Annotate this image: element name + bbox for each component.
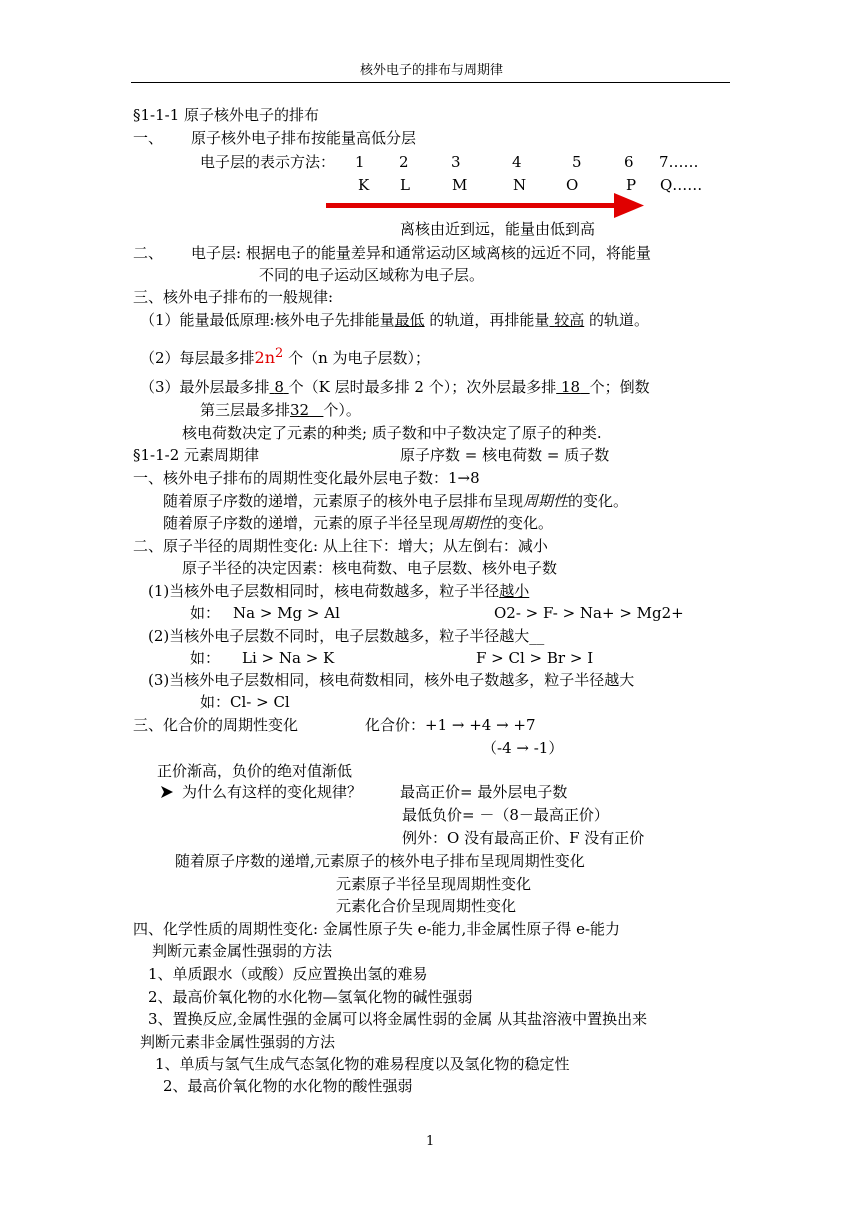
case-2-example-label: 如： [190,649,221,667]
case-3: (3)当核外电子层数相同，核电荷数相同，核外电子数越多，粒子半径越大 [148,671,635,689]
rule-3: （3）最外层最多排 8 个（K 层时最多排 2 个）；次外层最多排 18 个；倒数 [140,378,650,396]
max-valence-rule: 最高正价= 最外层电子数 [400,783,568,801]
shell-number: 5 [572,153,582,171]
s2-h1-line-a: 随着原子序数的递增，元素原子的核外电子层排布呈现周期性的变化。 [163,492,629,510]
shell-number: 3 [451,153,461,171]
case-2-example-1: Li > Na > K [242,649,335,667]
s2-heading-3: 三、化合价的周期性变化 [133,716,299,734]
shell-letter: M [452,176,468,194]
case-1-example-label: 如： [190,604,221,622]
nonmetal-method-2: 2、最高价氧化物的水化物的酸性强弱 [163,1077,413,1095]
s2-heading-1: 一、核外电子排布的周期性变化最外层电子数：1→8 [133,469,480,487]
arrow-caption: 离核由近到远，能量由低到高 [400,220,596,238]
summary-3: 元素化合价呈现周期性变化 [336,897,517,915]
shell-number: 4 [512,153,522,171]
heading-3: 三、核外电子排布的一般规律: [133,288,334,306]
valence-trend: 正价渐高，负价的绝对值渐低 [157,762,353,780]
shell-letter: L [400,176,410,194]
heading-1-text: 原子核外电子排布按能量高低分层 [191,129,417,147]
rule-3-cont: 第三层最多排32 个）。 [200,401,361,419]
right-arrow-icon [326,192,646,220]
shell-repr-label: 电子层的表示方法： [200,153,336,171]
metal-methods-title: 判断元素金属性强弱的方法 [152,942,333,960]
summary-2: 元素原子半径呈现周期性变化 [336,875,532,893]
heading-2-text: 电子层: 根据电子的能量差异和通常运动区域离核的远近不同，将能量 [191,244,651,262]
arrowhead-bullet-icon [161,786,173,798]
case-3-example: 如：Cl- > Cl [200,693,290,711]
nonmetal-method-1: 1、单质与氢气生成气态氢化物的难易程度以及氢化物的稳定性 [155,1055,570,1073]
shell-letter: O [566,176,579,194]
section-1-title: §1-1-1 原子核外电子的排布 [133,106,320,124]
s2-heading-4: 四、化学性质的周期性变化: 金属性原子失 e-能力,非金属性原子得 e-能力 [133,920,621,938]
header-rule [131,82,730,83]
shell-number: 1 [355,153,365,171]
shell-number: 2 [399,153,409,171]
shell-number: 6 [624,153,634,171]
case-1-example-1: Na > Mg > Al [233,604,340,622]
radius-factors: 原子半径的决定因素：核电荷数、电子层数、核外电子数 [182,559,558,577]
shell-letter: P [626,176,637,194]
shell-letter: K [358,176,370,194]
rule-2: （2）每层最多排$2n^2$ 个（n 为电子层数）； [140,346,431,367]
summary-1: 随着原子序数的递增,元素原子的核外电子排布呈现周期性变化 [175,852,585,870]
valence-exception: 例外：O 没有最高正价、F 没有正价 [402,829,645,847]
s2-heading-2: 二、原子半径的周期性变化: 从上往下：增大；从左倒右：减小 [133,537,548,555]
why-question: 为什么有这样的变化规律？ [182,783,363,801]
formula-2n2: 2n [254,348,276,367]
nucleus-note: 核电荷数决定了元素的种类; 质子数和中子数决定了原子的种类. [182,424,602,442]
case-2: (2)当核外电子层数不同时，电子层数越多，粒子半径越大__ [148,627,545,645]
min-valence-rule: 最低负价= －（8－最高正价） [402,806,609,824]
underline-higher: 较高 [554,311,585,329]
page-number: 1 [426,1134,435,1149]
metal-method-1: 1、单质跟水（或酸）反应置换出氢的难易 [148,965,428,983]
s2-h1-line-b: 随着原子序数的递增，元素的原子半径呈现周期性的变化。 [163,514,554,532]
section-2-title: §1-1-2 元素周期律 [133,446,260,464]
valence-negative: （-4 → -1） [482,739,564,757]
rule-1: （1）能量最低原理:核外电子先排能量最低 的轨道，再排能量 较高 的轨道。 [140,311,650,329]
shell-letter: N [513,176,527,194]
case-2-example-2: F > Cl > Br > I [476,649,594,667]
shell-letter: Q…… [660,176,703,194]
shell-number: 7…… [659,153,699,171]
heading-1-num: 一、 [133,129,164,147]
heading-2-num: 二、 [133,244,164,262]
metal-method-2: 2、最高价氧化物的水化物—氢氧化物的碱性强弱 [148,988,473,1006]
underline-lowest: 最低 [394,311,425,329]
identity-line: 原子序数 = 核电荷数 = 质子数 [400,446,610,464]
page-header-title: 核外电子的排布与周期律 [360,63,504,78]
case-1-example-2: O2- > F- > Na+ > Mg2+ [494,604,684,622]
metal-method-3: 3、置换反应,金属性强的金属可以将金属性弱的金属 从其盐溶液中置换出来 [148,1010,648,1028]
heading-2-cont: 不同的电子运动区域称为电子层。 [259,266,485,284]
case-1: (1)当核外电子层数相同时，核电荷数越多，粒子半径越小 [148,582,530,600]
valence-positive: 化合价：+1 → +4 → +7 [365,716,536,734]
nonmetal-methods-title: 判断元素非金属性强弱的方法 [140,1033,336,1051]
